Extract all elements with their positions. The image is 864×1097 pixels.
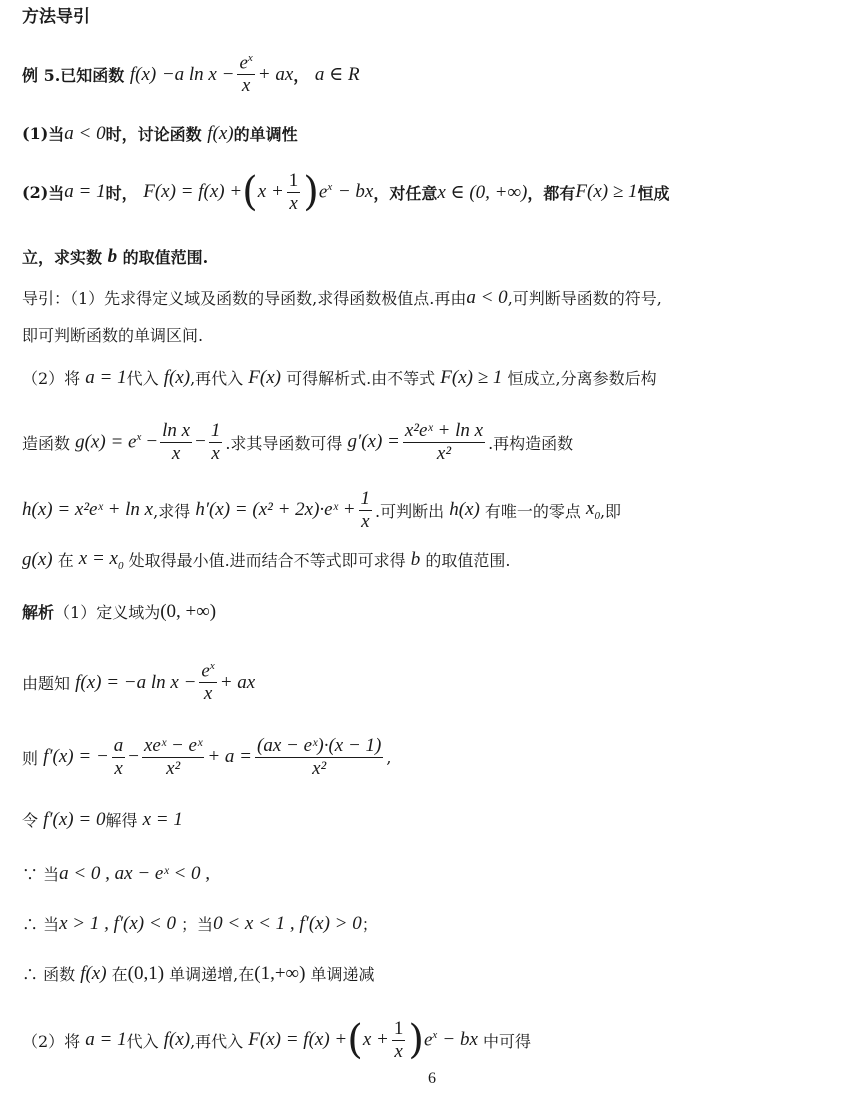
problem-statement: 例 5. 已知函数 f(x) −a ln x − $\frac{e^x}{x}$ + ax ， a ∈ R [22,52,360,97]
solution-line-4: 令 f′(x) = 0 解得 x = 1 [22,808,183,830]
problem-label: 例 5. [22,66,61,85]
solution-line-8: （2）将 a = 1 代入 f(x) ,再代入 F(x) = f(x) + ( x + $\frac{1}{x}$ ) $e^x$ − bx 中可得 [22,1017,532,1064]
guide-line-2: 即可判断函数的单调区间. [22,326,204,345]
problem-part-2: (2) 当 a = 1 时， F(x) = f(x) + ( x + $\frac{1}{x}$ ) $e^x$ − bx ，对任意 x ∈ (0, +∞) ，都有 F(x) ≥ 1 恒成 [22,169,670,216]
fraction: $\frac{e^x}{x}$ [239,52,253,97]
guide-line-6: g(x) 在 $x = x_0$ 处取得最小值.进而结合不等式即可求得 b 的取值范围. [22,548,511,572]
solution-line-1: 解析 （1）定义域为 (0, +∞) [22,600,217,622]
guide-line-3: （2）将 a = 1 代入 f(x) ,再代入 F(x) 可得解析式.由不等式 F(x) ≥ 1 恒成立,分离参数后构 [22,366,657,388]
solution-line-3: 则 f′(x) = − $\frac{a}{x}$ − $\frac{\text{xeˣ − eˣ}}{\text{x²}}$ + a = $\frac{\text{(ax − eˣ)·(x − 1)}}{\text{x²}}$ , [22,735,392,779]
guide-line-1: 导引：（1）先求得定义域及函数的导函数,求得函数极值点.再由 a < 0 ,可判断导函数的符号, [22,286,662,308]
solution-line-2: 由题知 f(x) = −a ln x − $\frac{e^x}{x}$ + ax [22,660,256,705]
solution-label: 解析 [22,603,55,622]
page-number: 6 [428,1070,436,1087]
solution-line-7: ∴ 函数 f(x) 在 (0,1) 单调递增,在 (1,+∞) 单调递减 [22,962,375,984]
guide-line-5: h(x) = x²eˣ + ln x ,求得 h′(x) = (x² + 2x)·eˣ + $\frac{1}{x}$ .可判断出 h(x) 有唯一的零点 $x_0$ ,即 [22,488,622,532]
solution-line-6: ∴ 当 x > 1 , f′(x) < 0 ；当 0 < x < 1 , f′(x) > 0 ； [22,912,378,934]
solution-line-5: ∵ 当 a < 0 , ax − eˣ < 0 , [22,862,211,884]
guide-line-4: 造函数 $g(x) = e^x$ − $\frac{\text{ln x}}{x}$ − $\frac{1}{x}$ .求其导函数可得 g′(x) = $\frac{\text{x²eˣ + ln x}}{\text{x²}}$ .再构造函数 [22,420,574,464]
section-heading: 方法导引 [22,7,90,27]
problem-part-1: (1) 当 a < 0 时，讨论函数 f(x) 的单调性 [22,122,298,144]
problem-part-2-cont: 立，求实数 b 的取值范围. [22,245,209,267]
